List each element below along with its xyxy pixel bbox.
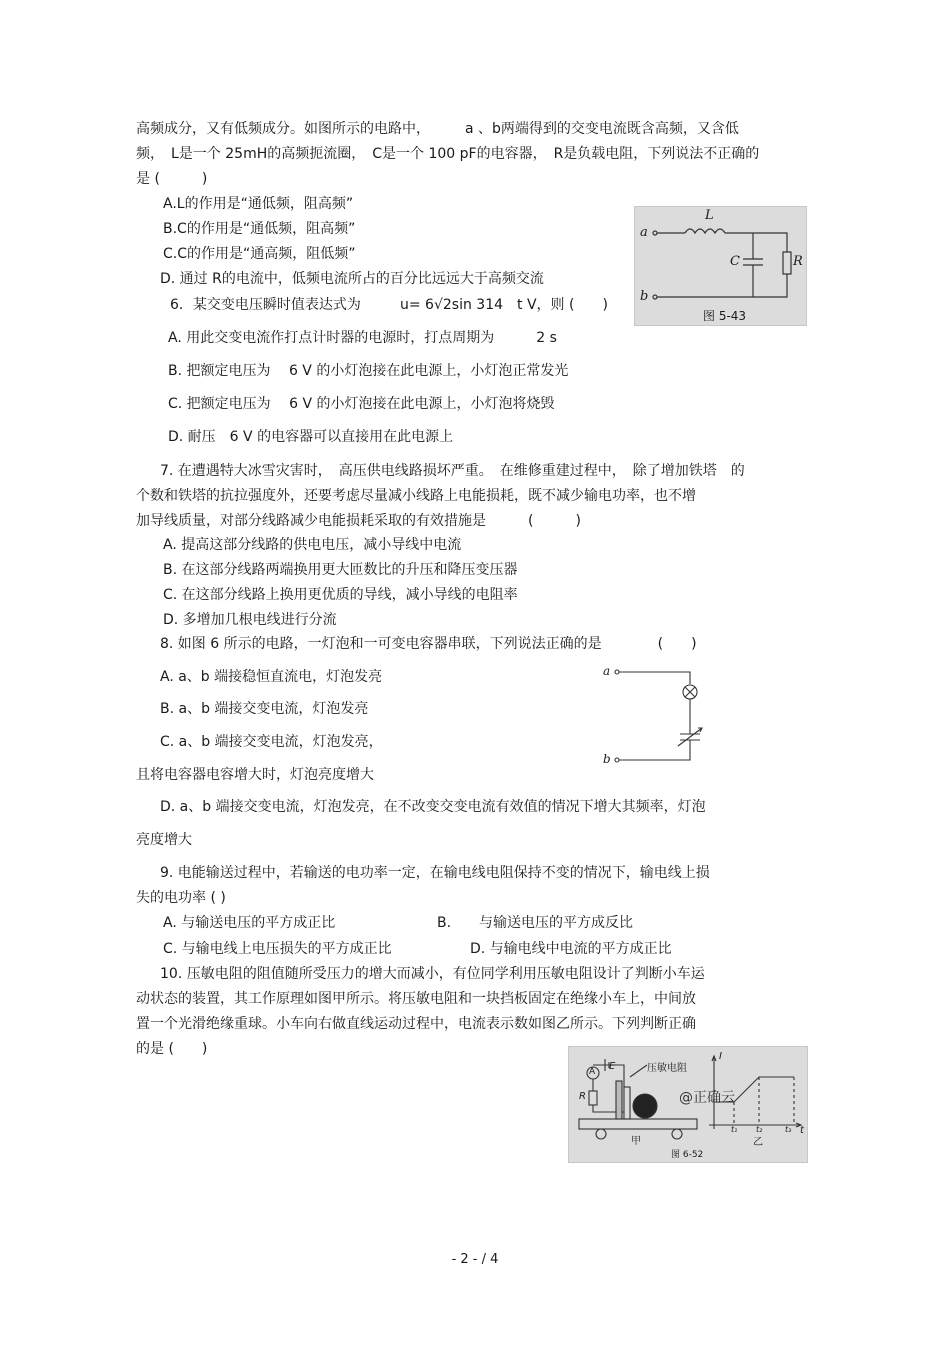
q8-option-c: C. a、b 端接交变电流，灯泡发亮， [160, 734, 383, 750]
figure-label-a: a [640, 225, 648, 240]
q5-option-a: A.L的作用是“通低频，阻高频” [163, 196, 354, 212]
figure-axis-i: I [719, 1051, 722, 1062]
q5-option-c: C.C的作用是“通高频，阻低频” [163, 246, 356, 262]
figure-label-a: a [603, 664, 611, 678]
figure-6-circuit [600, 660, 720, 770]
q9-line-2: 失的电功率 ( ) [136, 890, 226, 906]
q5-line-3: 是 ( ) [136, 171, 208, 187]
figure-label-r: R [579, 1091, 586, 1102]
figure-5-43 [634, 206, 807, 326]
figure-tick-t2: t₂ [756, 1125, 763, 1134]
q5-line-1: 高频成分，又有低频成分。如图所示的电路中， a 、b两端得到的交变电流既含高频，又含低 [136, 121, 739, 137]
q6-option-a: A. 用此交变电流作打点计时器的电源时，打点周期为 2 s [168, 330, 557, 346]
q5-option-b: B.C的作用是“通低频，阻高频” [163, 221, 356, 237]
figure-axis-t: t [800, 1125, 804, 1136]
q8-option-c-cont: 且将电容器电容增大时，灯泡亮度增大 [136, 767, 374, 783]
figure-label-e: E [609, 1061, 616, 1072]
q6-stem: 6．某交变电压瞬时值表达式为 [170, 297, 361, 313]
q7-option-c: C. 在这部分线路上换用更优质的导线，减小导线的电阻率 [163, 587, 518, 603]
q9-option-b: B. 与输送电压的平方成反比 [437, 915, 634, 931]
q9-option-a: A. 与输送电压的平方成正比 [163, 915, 336, 931]
q6-formula: u= 6√2sin 314 t V，则 ( ) [400, 297, 608, 313]
q8-option-d-cont: 亮度增大 [136, 832, 192, 848]
figure-tick-t1: t₁ [731, 1125, 738, 1134]
q5-line-2: 频， L是一个 25mH的高频扼流圈， C是一个 100 pF的电容器， R是负载电阻，下列说法不正确的 [136, 146, 760, 162]
q8-option-a: A. a、b 端接稳恒直流电，灯泡发亮 [160, 669, 383, 685]
figure-label-ammeter: A [589, 1067, 596, 1077]
figure-label-jia: 甲 [631, 1136, 641, 1147]
figure-label-c: C [730, 254, 740, 269]
q10-line-2: 动状态的装置，其工作原理如图甲所示。将压敏电阻和一块挡板固定在绝缘小车上，中间放 [136, 991, 696, 1007]
q8-option-d: D. a、b 端接交变电流，灯泡发亮，在不改变交变电流有效值的情况下增大其频率，灯泡 [160, 799, 706, 815]
q7-line-3: 加导线质量，对部分线路减少电能损耗采取的有效措施是 ( ) [136, 513, 581, 529]
q9-option-d: D. 与输电线中电流的平方成正比 [470, 941, 672, 957]
q8-option-b: B. a、b 端接交变电流，灯泡发亮 [160, 701, 369, 717]
figure-label-b: b [603, 752, 611, 766]
watermark: @正确云 [679, 1090, 735, 1106]
figure-label-yi: 乙 [753, 1137, 763, 1148]
q7-line-1: 7. 在遭遇特大冰雪灾害时， 高压供电线路损坏严重。 在维修重建过程中， 除了增加铁塔 的 [160, 463, 745, 479]
q7-option-b: B. 在这部分线路两端换用更大匝数比的升压和降压变压器 [163, 562, 518, 578]
figure-label-b: b [640, 289, 649, 304]
q8-stem: 8. 如图 6 所示的电路，一灯泡和一可变电容器串联，下列说法正确的是 ( ) [160, 636, 697, 652]
q9-option-c: C. 与输电线上电压损失的平方成正比 [163, 941, 392, 957]
page-number: - 2 - / 4 [451, 1252, 499, 1267]
figure-tick-t3: t₃ [785, 1125, 792, 1134]
q6-option-b: B. 把额定电压为 6 V 的小灯泡接在此电源上，小灯泡正常发光 [168, 363, 569, 379]
figure-caption: 图 6-52 [671, 1150, 704, 1160]
q6-option-c: C. 把额定电压为 6 V 的小灯泡接在此电源上，小灯泡将烧毁 [168, 396, 555, 412]
q10-line-3: 置一个光滑绝缘重球。小车向右做直线运动过程中，电流表示数如图乙所示。下列判断正确 [136, 1016, 696, 1032]
q7-line-2: 个数和铁塔的抗拉强度外，还要考虑尽量减小线路上电能损耗，既不减少输电功率，也不增 [136, 488, 696, 504]
q5-option-d: D. 通过 R的电流中，低频电流所占的百分比远远大于高频交流 [160, 271, 544, 287]
q7-option-d: D. 多增加几根电线进行分流 [163, 612, 337, 628]
q10-line-1: 10. 压敏电阻的阻值随所受压力的增大而减小，有位同学利用压敏电阻设计了判断小车运 [160, 966, 705, 982]
q10-line-4: 的是 ( ) [136, 1041, 208, 1057]
figure-caption: 图 5-43 [703, 309, 747, 323]
q9-line-1: 9. 电能输送过程中，若输送的电功率一定，在输电线电阻保持不变的情况下，输电线上损 [160, 865, 710, 881]
figure-label-r: R [793, 254, 803, 269]
q7-option-a: A. 提高这部分线路的供电电压，减小导线中电流 [163, 537, 462, 553]
figure-label-l: L [705, 208, 714, 223]
figure-label-pressure-resistor: 压敏电阻 [647, 1063, 687, 1074]
q6-option-d: D. 耐压 6 V 的电容器可以直接用在此电源上 [168, 429, 454, 445]
figure-6-52 [568, 1046, 808, 1163]
